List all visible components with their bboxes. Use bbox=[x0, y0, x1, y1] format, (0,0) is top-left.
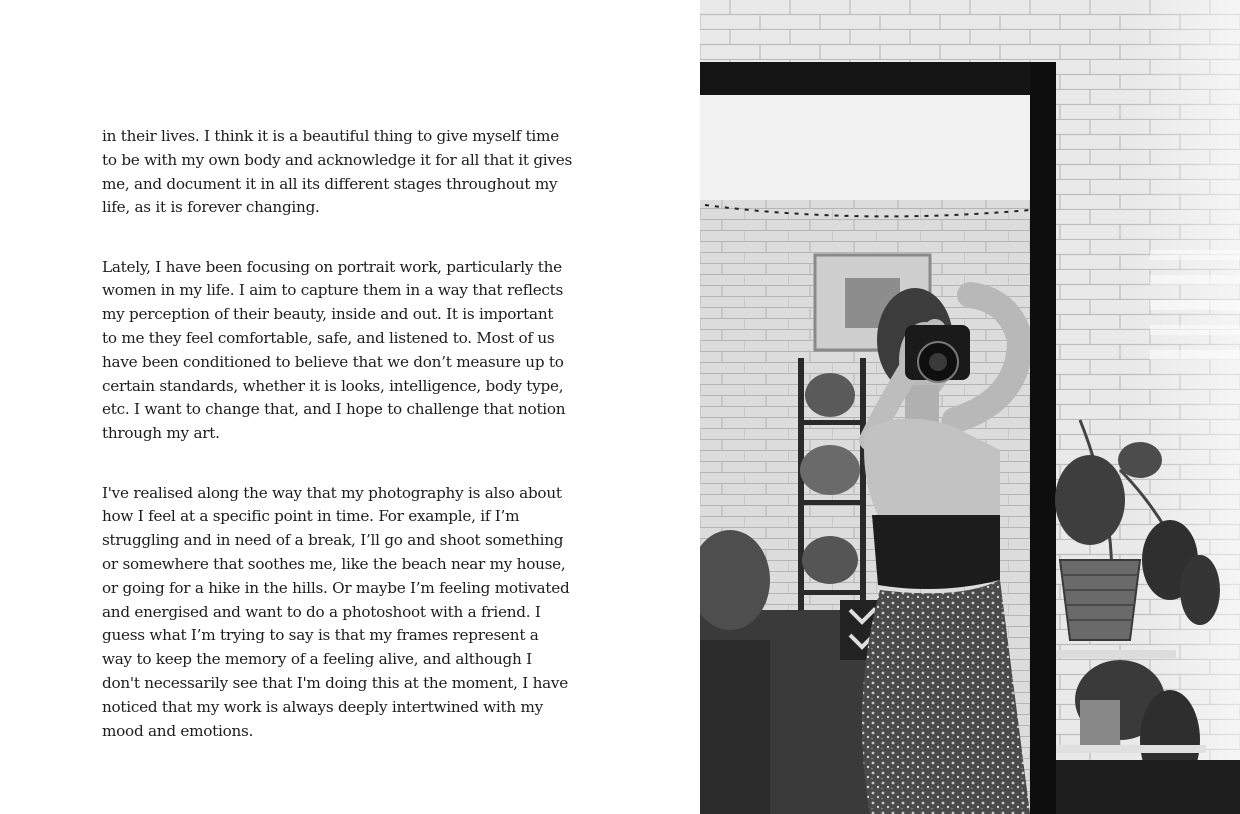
mirror-selfie-photo bbox=[700, 0, 1240, 814]
planter-basket bbox=[1060, 560, 1140, 640]
paragraph-1: in their lives. I think it is a beautiful thing to give myself time to be with my own body and acknowledge it for all that it gives me, and document it in all its different stages throughout my life, as it is forever changing. bbox=[102, 127, 573, 217]
paragraph-2: Lately, I have been focusing on portrait work, particularly the women in my life. I aim to capture them in a way that reflects my perception of their beauty, inside and out. It is important to me they feel comfortable, safe, and listened to. Most of us have been conditioned to believe that we don’t measure up to certain standards, whether it is looks, intelligence, body type, etc. I want to change that, and I hope to challenge that notion through my art. bbox=[102, 257, 566, 443]
article-body bbox=[102, 125, 572, 779]
photo-page bbox=[700, 0, 1240, 814]
paragraph-3: I've realised along the way that my photography is also about how I feel at a specific point in time. For example, if I’m struggling and in need of a break, I’ll go and shoot something or somewhere that soothes me, like the beach near my house, or going for a hike in the hills. Or maybe I’m feeling motivated and energised and want to do a photoshoot with a friend. I guess what I’m trying to say is that my frames represent a way to keep the memory of a feeling alive, and although I don't necessarily see that I'm doing this at the moment, I have noticed that my work is always deeply intertwined with my mood and emotions. bbox=[102, 483, 570, 740]
